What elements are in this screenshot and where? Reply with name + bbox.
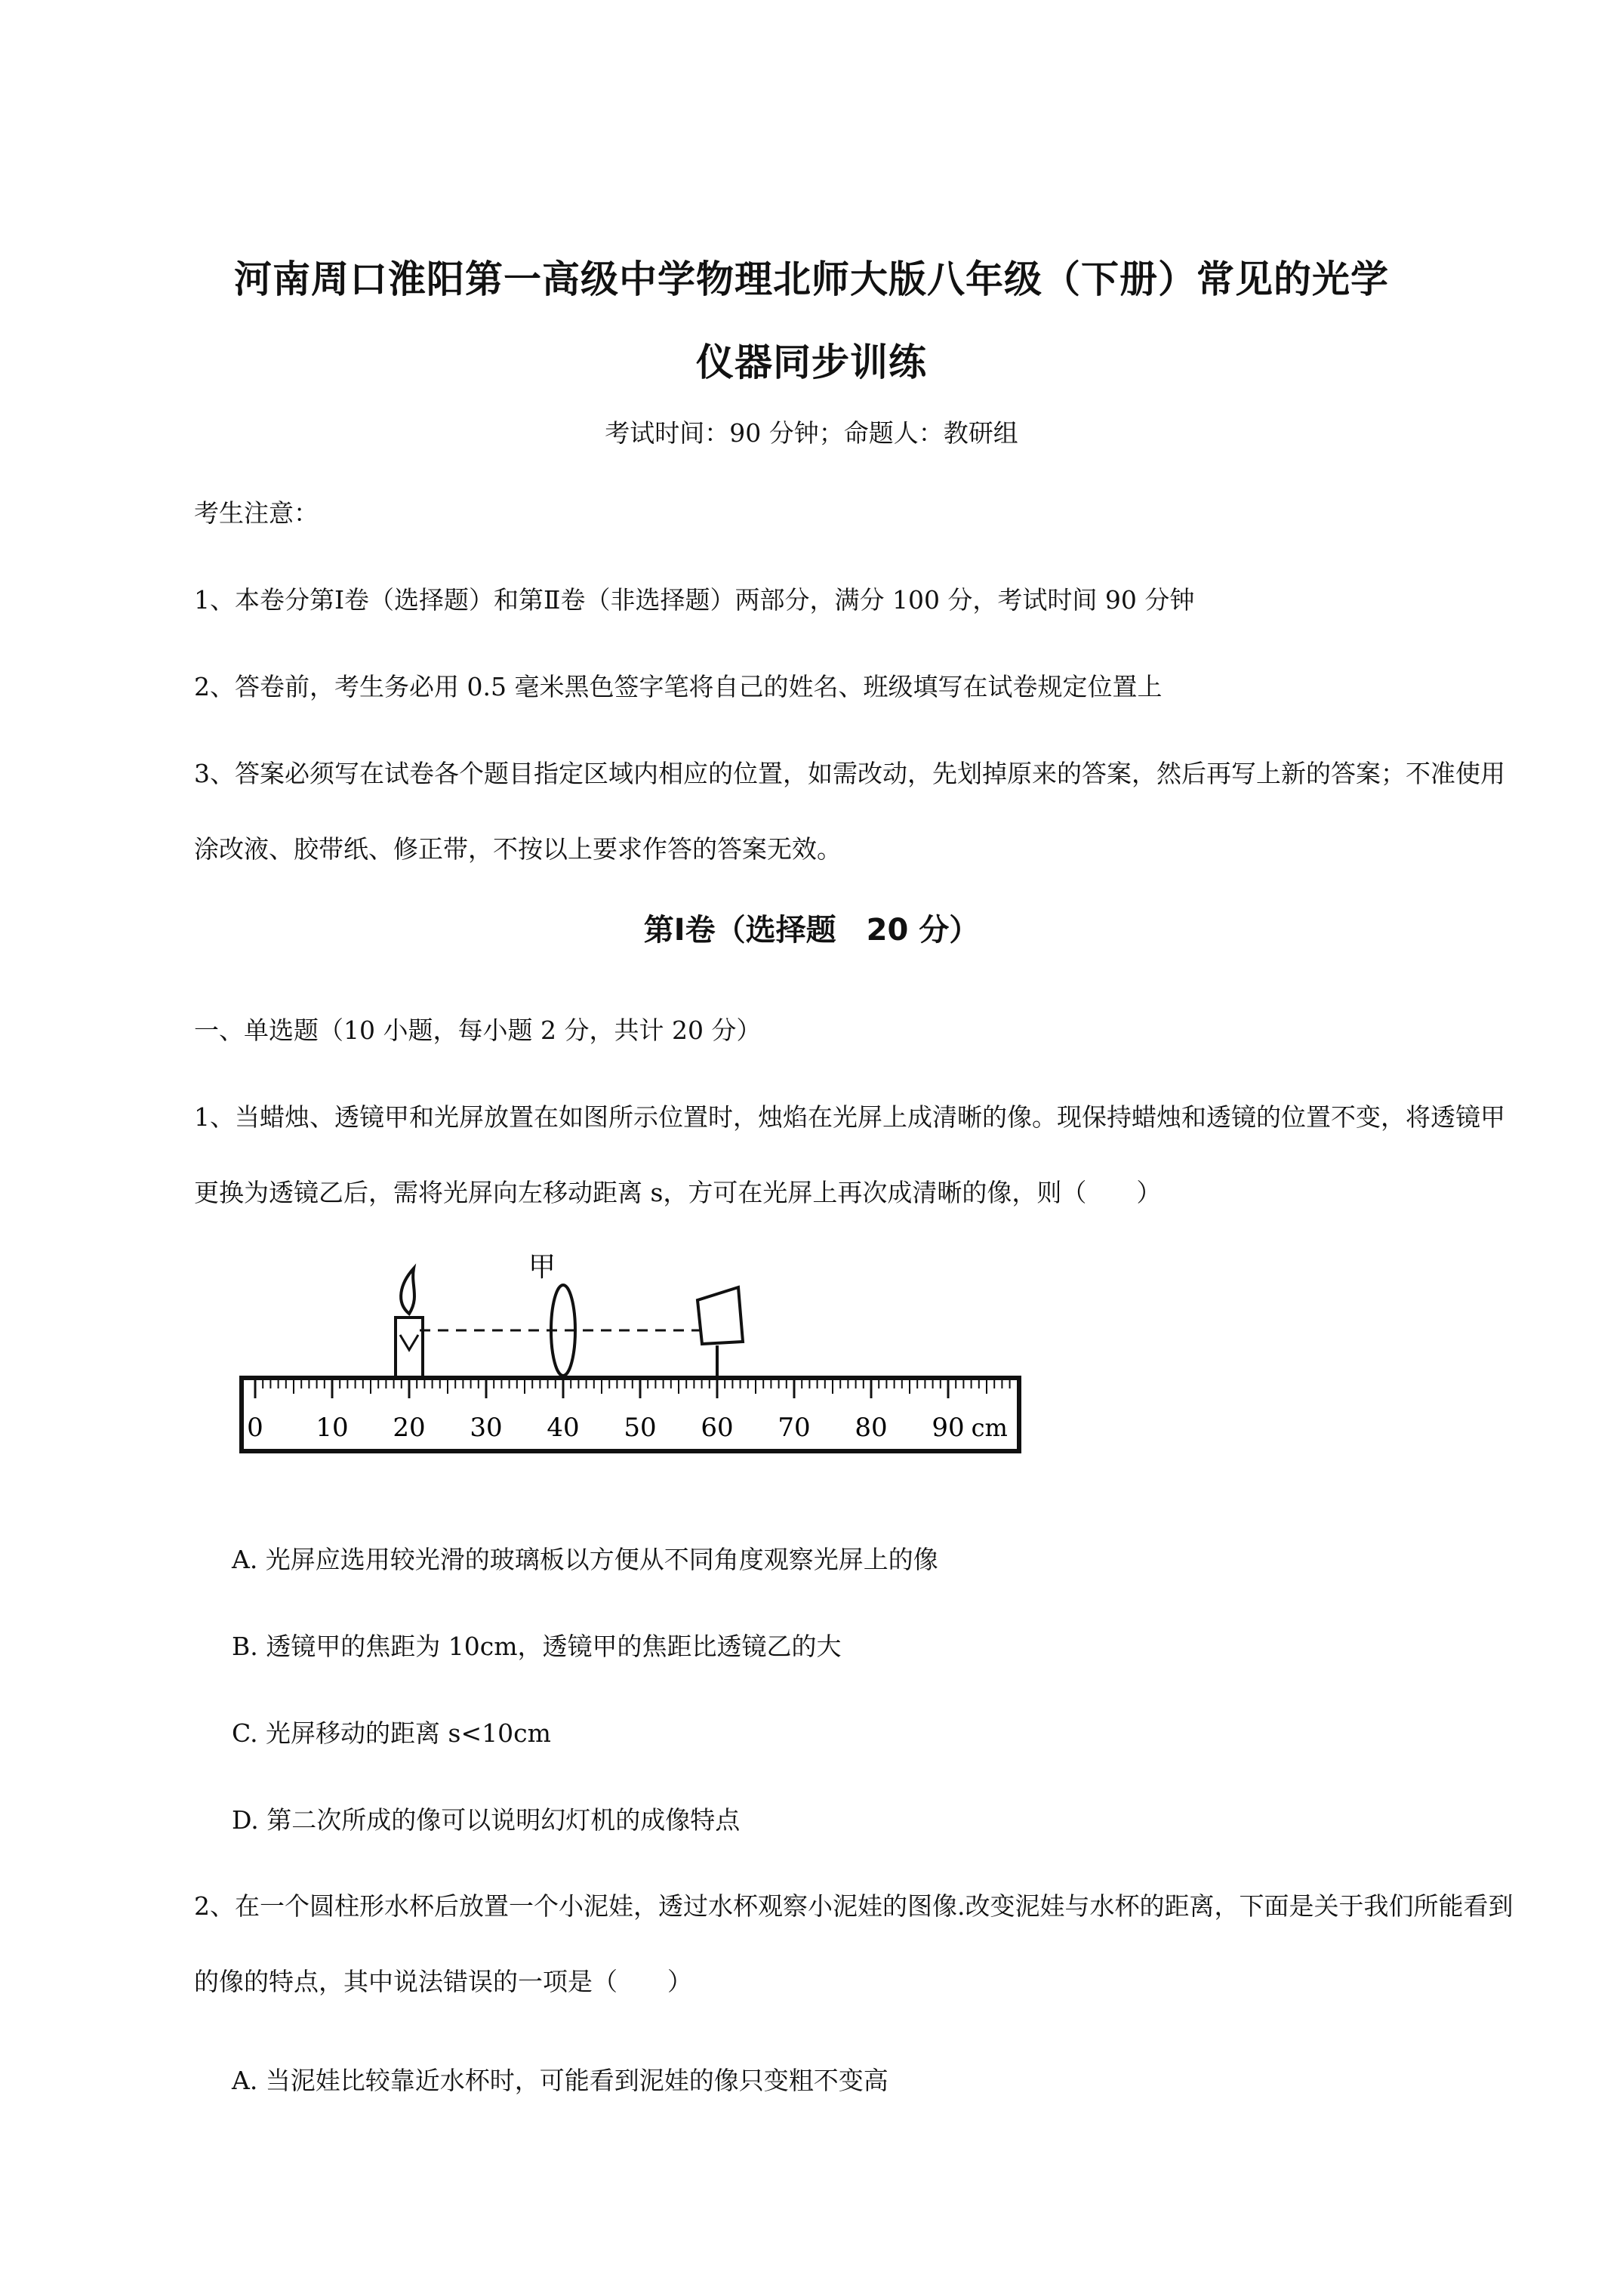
q1-option-c: C. 光屏移动的距离 s<10cm: [232, 1718, 551, 1748]
notice-heading: 考生注意：: [194, 498, 319, 528]
document-title-line-2: 仪器同步训练: [696, 341, 927, 384]
candle: [396, 1268, 423, 1378]
lens-label: 甲: [528, 1252, 556, 1283]
question-2-stem: 2、在一个圆柱形水杯后放置一个小泥娃，透过水杯观察小泥娃的图像.改变泥娃与水杯的距离，下面是关于我们所能看到的像的特点，其中说法错误的一项是（ ）: [194, 1891, 1514, 1996]
ruler-tick-label: 60: [701, 1413, 734, 1443]
optical-bench-figure: [226, 1238, 1072, 1465]
q1-option-b: B. 透镜甲的焦距为 10cm，透镜甲的焦距比透镜乙的大: [232, 1632, 842, 1661]
question-1-stem: 1、当蜡烛、透镜甲和光屏放置在如图所示位置时，烛焰在光屏上成清晰的像。现保持蜡烛和透镜的位置不变，将透镜甲更换为透镜乙后，需将光屏向左移动距离 s，方可在光屏上再次成清晰的像，则（ ）: [194, 1102, 1505, 1207]
ruler-tick-label: 50: [624, 1413, 657, 1443]
section-title: 第Ⅰ卷（选择题 20 分）: [643, 913, 980, 948]
notice-item-2: 2、答卷前，考生务必用 0.5 毫米黑色签字笔将自己的姓名、班级填写在试卷规定位置上: [194, 672, 1163, 701]
document-title-line-1: 河南周口淮阳第一高级中学物理北师大版八年级（下册）常见的光学: [234, 257, 1389, 301]
light-screen: [698, 1287, 743, 1378]
ruler-unit-label: cm: [971, 1413, 1008, 1442]
ruler-tick-label: 70: [778, 1413, 811, 1443]
ruler-tick-label: 90: [932, 1413, 965, 1443]
part-heading: 一、单选题（10 小题，每小题 2 分，共计 20 分）: [194, 1015, 762, 1045]
ruler-tick-label: 0: [247, 1413, 263, 1443]
notice-item-3: 3、答案必须写在试卷各个题目指定区域内相应的位置，如需改动，先划掉原来的答案，然后再写上新的答案；不准使用涂改液、胶带纸、修正带，不按以上要求作答的答案无效。: [194, 759, 1505, 864]
ruler-tick-label: 40: [547, 1413, 580, 1443]
ruler-tick-label: 10: [316, 1413, 349, 1443]
ruler-tick-label: 20: [393, 1413, 426, 1443]
exam-info: 考试时间：90 分钟；命题人：教研组: [605, 418, 1018, 448]
q1-option-a: A. 光屏应选用较光滑的玻璃板以方便从不同角度观察光屏上的像: [232, 1545, 938, 1574]
q1-option-d: D. 第二次所成的像可以说明幻灯机的成像特点: [232, 1805, 741, 1835]
ruler-minor-ticks: [263, 1380, 1009, 1394]
q2-option-a: A. 当泥娃比较靠近水杯时，可能看到泥娃的像只变粗不变高: [232, 2066, 888, 2095]
notice-item-1: 1、本卷分第Ⅰ卷（选择题）和第Ⅱ卷（非选择题）两部分，满分 100 分，考试时间 90 分钟: [194, 585, 1195, 615]
ruler-tick-labels: [247, 1413, 964, 1443]
ruler-tick-label: 80: [855, 1413, 888, 1443]
ruler-tick-label: 30: [470, 1413, 503, 1443]
